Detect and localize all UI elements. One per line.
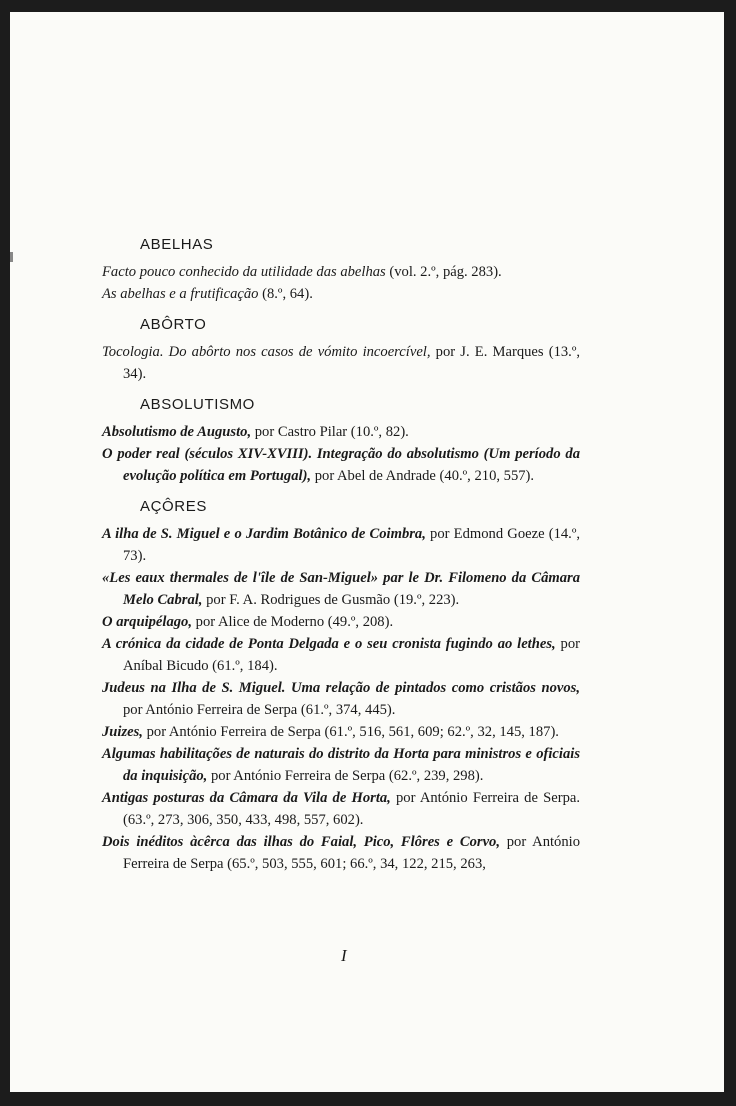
entry-title: Tocologia. Do abôrto nos casos de vómito incoercível, — [102, 344, 431, 360]
entry-reference: por António Ferreira de Serpa. (63.º, 273, 306, 350, 433, 498, 557, 602). — [123, 790, 581, 828]
entry-title: O arquipélago, — [102, 614, 192, 630]
section-heading: ABSOLUTISMO — [140, 396, 255, 413]
entry-reference: por António Ferreira de Serpa (61.º, 374, 445). — [123, 702, 396, 718]
entry-title: Dois inéditos àcêrca das ilhas do Faial, Pico, Flôres e Corvo, — [102, 834, 500, 850]
entry-reference: por Alice de Moderno (49.º, 208). — [192, 614, 394, 630]
entry-reference: (8.º, 64). — [258, 286, 313, 302]
entry-reference: (vol. 2.º, pág. 283). — [385, 264, 502, 280]
index-entry — [102, 567, 580, 611]
entry-title: A crónica da cidade de Ponta Delgada e o seu cronista fugindo ao lethes, — [102, 636, 556, 652]
section-heading: ABELHAS — [140, 236, 214, 253]
entry-reference: por J. E. Marques (13.º, 34). — [123, 344, 580, 382]
index-entry — [102, 283, 580, 305]
index-entry — [102, 787, 580, 831]
entry-reference: por Castro Pilar (10.º, 82). — [251, 424, 409, 440]
index-entry — [102, 831, 580, 875]
index-entry — [102, 611, 580, 633]
entry-title: «Les eaux thermales de l'île de San-Miguel» par le Dr. Filomeno da Câmara Melo Cabral, — [102, 570, 580, 608]
section-heading: ABÔRTO — [140, 316, 207, 333]
index-entry — [102, 721, 580, 743]
section-heading: AÇÔRES — [140, 498, 207, 515]
entry-title: Judeus na Ilha de S. Miguel. Uma relação de pintados como cristãos novos, — [102, 680, 580, 696]
index-entry — [102, 677, 580, 721]
entry-reference: por F. A. Rodrigues de Gusmão (19.º, 223). — [202, 592, 460, 608]
entry-reference: por António Ferreira de Serpa (61.º, 516, 561, 609; 62.º, 32, 145, 187). — [142, 724, 559, 740]
entry-reference: por Edmond Goeze (14.º, 73). — [123, 526, 580, 564]
index-entry — [102, 523, 580, 567]
page-number: I — [341, 946, 347, 965]
entry-title: Absolutismo de Augusto, — [102, 424, 252, 440]
entry-reference: por Aníbal Bicudo (61.º, 184). — [123, 636, 580, 674]
entry-reference: por António Ferreira de Serpa (65.º, 503, 555, 601; 66.º, 34, 122, 215, 263, — [123, 834, 581, 872]
entry-title: A ilha de S. Miguel e o Jardim Botânico de Coimbra, — [102, 526, 426, 542]
index-entry — [102, 743, 580, 787]
scanned-page — [10, 12, 724, 1092]
index-entry — [102, 421, 580, 443]
index-content — [102, 234, 580, 875]
entry-title: Juizes, — [102, 724, 143, 740]
entry-reference: por António Ferreira de Serpa (62.º, 239, 298). — [207, 768, 484, 784]
index-entry — [102, 633, 580, 677]
index-entry — [102, 341, 580, 385]
scan-edge-mark — [10, 252, 13, 262]
entry-reference: por Abel de Andrade (40.º, 210, 557). — [311, 468, 535, 484]
entry-title: Algumas habilitações de naturais do distrito da Horta para ministros e oficiais da inquisição, — [102, 746, 580, 784]
entry-title: As abelhas e a frutificação — [102, 286, 259, 302]
entry-title: O poder real (séculos XIV-XVIII). Integração do absolutismo (Um período da evolução política em Portugal), — [102, 446, 580, 484]
index-entry — [102, 443, 580, 487]
index-entry — [102, 261, 580, 283]
entry-title: Facto pouco conhecido da utilidade das abelhas — [102, 264, 386, 280]
entry-title: Antigas posturas da Câmara da Vila de Horta, — [102, 790, 391, 806]
